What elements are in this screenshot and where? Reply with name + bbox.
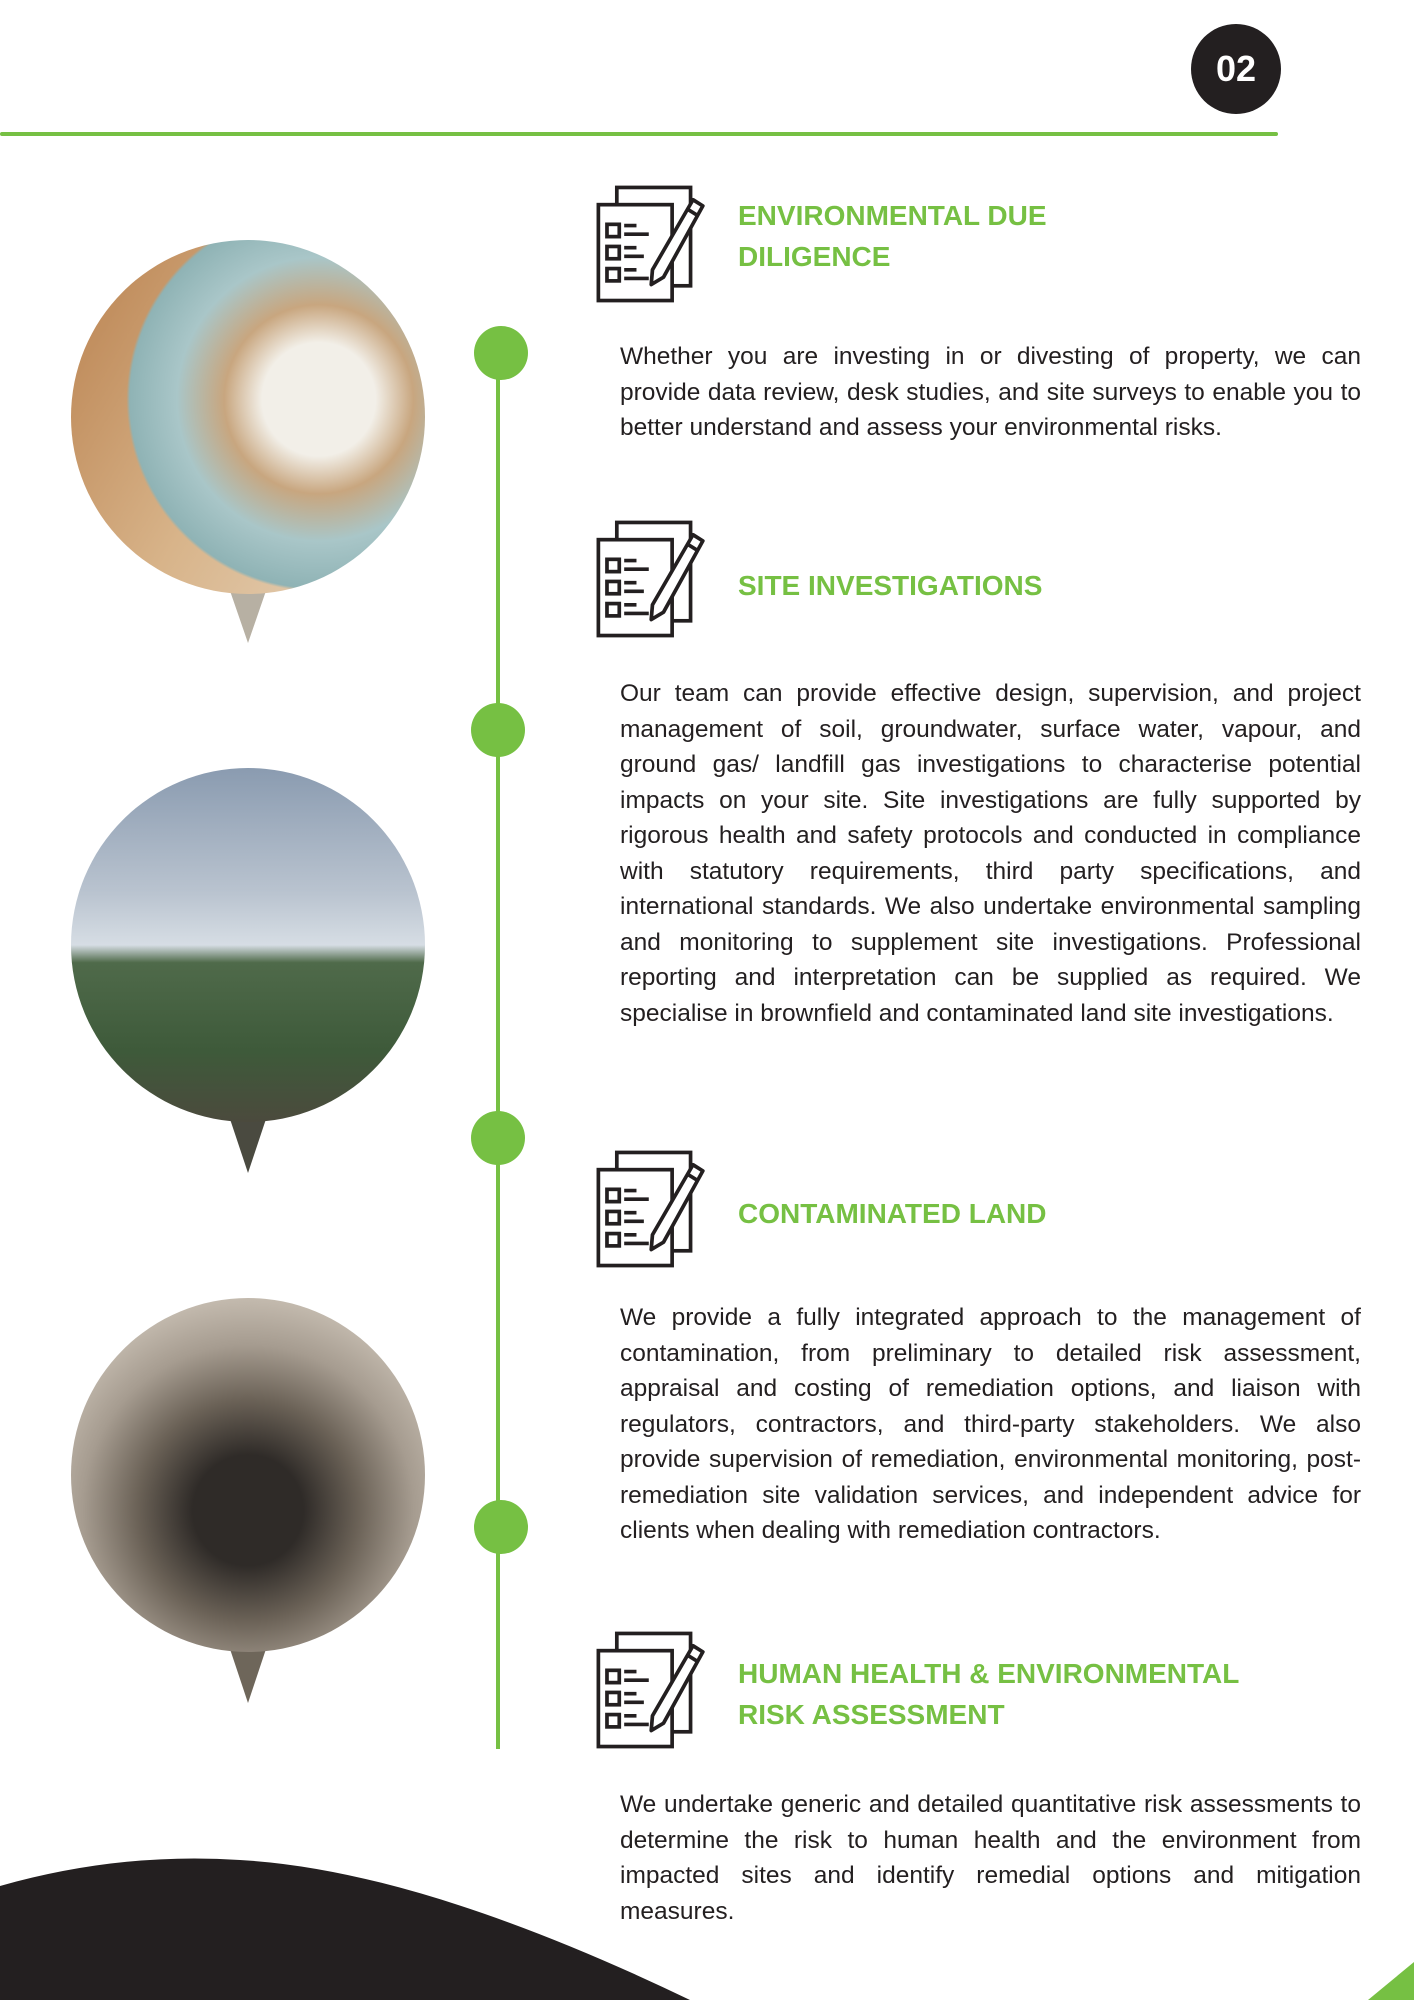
section-heading (738, 195, 1298, 277)
heading-line: CONTAMINATED LAND (738, 1198, 1047, 1229)
heading-line: SITE INVESTIGATIONS (738, 570, 1043, 601)
checklist-pencil-icon (594, 185, 706, 303)
checklist-pencil-icon (594, 520, 706, 638)
photo-pointer (228, 1113, 268, 1173)
photo-file-folders (71, 240, 425, 594)
decorative-dark-curve (0, 1840, 1414, 2000)
section-heading (738, 1193, 1298, 1234)
section-body: We undertake generic and detailed quantitative risk assessments to determine the risk to human health and the environment from impacted sites and identify remedial options and mitigation measures. (620, 1791, 1361, 1925)
checklist-pencil-icon (594, 1631, 706, 1749)
photo-contaminated-rubble (71, 1298, 425, 1652)
section-body: Whether you are investing in or divesting of property, we can provide data review, desk studies, and site surveys to enable you to better understand and assess your environmental risks. (620, 343, 1361, 441)
page-number-badge: 02 (1191, 24, 1281, 114)
photo-drilling-rig (71, 768, 425, 1122)
heading-line: DILIGENCE (738, 241, 891, 272)
photo-pointer (228, 1643, 268, 1703)
section-body: We provide a fully integrated approach to the management of contamination, from preliminary to detailed risk assessment, appraisal and costing of remediation options, and liaison with regulators, contractors, and third-party stakeholders. We also provide supervision of remediation, environmental monitoring, post-remediation site validation services, and independent advice for clients when dealing with remediation contractors. (620, 1304, 1361, 1544)
timeline-dot (471, 1111, 525, 1165)
checklist-pencil-icon (594, 1150, 706, 1268)
timeline-dot (474, 1500, 528, 1554)
heading-line: ENVIRONMENTAL DUE (738, 200, 1047, 231)
heading-line: HUMAN HEALTH & ENVIRONMENTAL (738, 1658, 1240, 1689)
section-body: Our team can provide effective design, supervision, and project management of soil, groundwater, surface water, vapour, and ground gas/ landfill gas investigations to characterise potential impacts on your site. Site investigations are fully supported by rigorous health and safety protocols and conducted in compliance with statutory requirements, third party specifications, and international standards. We also undertake environmental sampling and monitoring to supplement site investigations. Professional reporting and interpretation can be supplied as required. We specialise in brownfield and contaminated land site investigations. (620, 680, 1361, 1027)
section-heading (738, 565, 1298, 606)
timeline-dot (471, 703, 525, 757)
heading-line: RISK ASSESSMENT (738, 1699, 1005, 1730)
header-divider (0, 132, 1278, 136)
timeline-dot (474, 326, 528, 380)
section-heading (738, 1653, 1298, 1735)
